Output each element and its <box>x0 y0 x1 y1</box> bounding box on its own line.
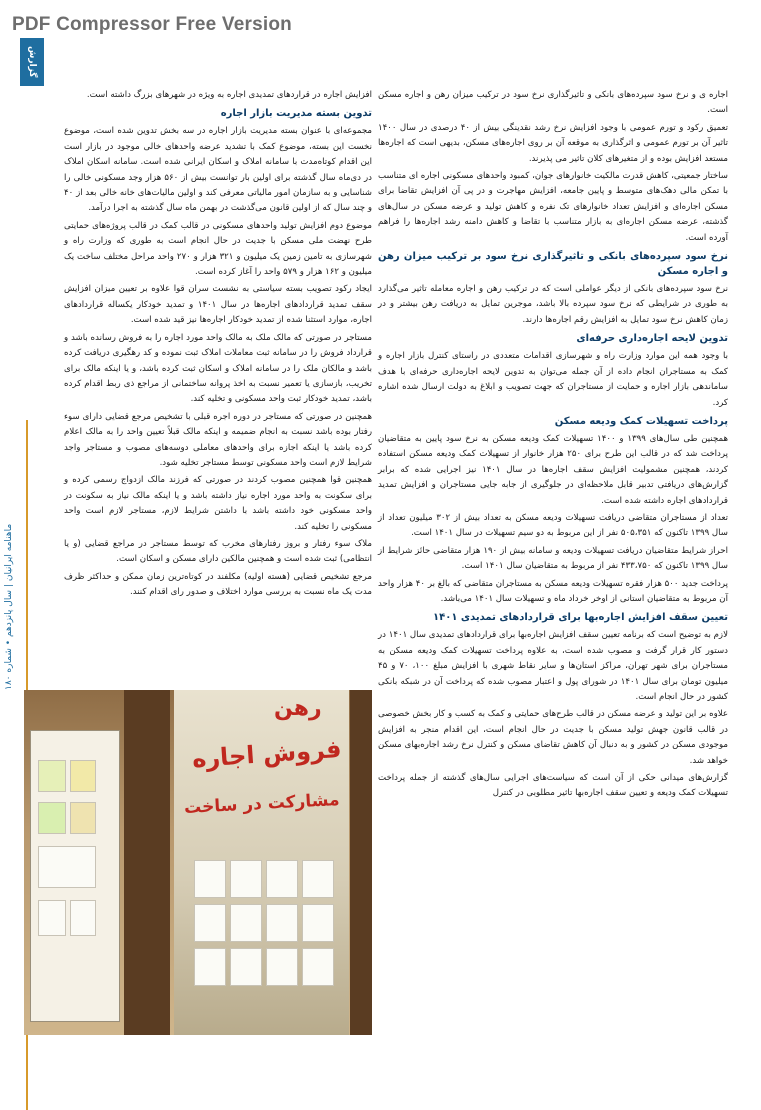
ad-sheet <box>70 802 96 834</box>
sign-rent: رهن <box>274 696 322 721</box>
ad-sheet <box>38 900 66 936</box>
section-heading: پرداخت تسهیلات کمک ودیعه مسکن <box>554 415 728 427</box>
paragraph: مجموعه‌ای با عنوان بسته مدیریت بازار اجاره در سه بخش تدوین شده است، موضوع نخست این بسته، موضوع کمک با تشدید عرضه واحدهای خالی موجود در بازار است این اقدام کوتاه‌مدت با سامانه املاک و اسکان ایرانی شده است. سامانه اسکان املاک در دی‌ماه سال گذشته برای اولین بار توانست بیش از ۵۶۰ هزار وجد مسکونی خالی را شناسایی و به سازمان امور مالیاتی معرفی کند و اولین مالیات‌های خانه خالی بعد از ۴۰ و چند سال که از اولین قانون می‌گذشت در بهمن ماه سال گذشته به اجرا درآمد. <box>64 126 373 214</box>
listing-sheet <box>266 860 298 898</box>
paragraph: همچنین قوا همچنین مصوب کردند در صورتی که فرزند مالک ازدواج رسمی کرده و برای سکونت به واحد مورد اجاره نیاز داشته باشد و یا اینکه مالک نیاز به سکونت در واحد مسکونی خود داشته باشد با داشتن شرایط لازم، مستاجر لازم است واحد مسکونی را تخلیه کند. <box>64 475 372 532</box>
section-tab: گزارش <box>20 38 44 86</box>
storefront-photo <box>24 690 372 1035</box>
sign-sale-rent: فروش اجاره <box>191 734 343 774</box>
paragraph: احراز شرایط متقاضیان دریافت تسهیلات ودیعه و سامانه بیش از ۱۹۰ هزار متقاضی حائز شرایط از سال ۱۳۹۹ تاکنون که ۴۳۳،۷۵۰ نفر از مربوط به متقاضیان سال ۱۴۰۱ است. <box>378 545 728 572</box>
ad-sheet <box>38 846 96 888</box>
paragraph: نرخ سود سپرده‌های بانکی از دیگر عواملی است که در ترکیب رهن و اجاره معامله تاثیر می‌گذارد به طوری در شرایطی که نرخ سود سپرده بالا باشد، موجرین تمایل به دریافت رهن بیشتر و در زمان کاهش نرخ سود تمایل به افزایش رقم اجاره‌ها دارند. <box>378 284 728 325</box>
paragraph: لازم به توضیح است که برنامه تعیین سقف افزایش اجاره‌بها برای قراردادهای تمدیدی سال ۱۴۰۱ در دستور کار قرار گرفت و مصوب شده است، به علاوه پرداخت تسهیلات کمک ودیعه مسکن به مستاجران برای شهر تهران، مراکز استان‌ها و سایر نقاط شهری با افزایش مبلغ ۱۰۰، ۷۰ و ۴۵ میلیون تومان برای سال ۱۴۰۱ در شورای پول و اعتبار مصوب شده که پرداخت آن در شبکه بانکی کشور در حال انجام است. <box>378 630 728 702</box>
listing-sheet <box>302 904 334 942</box>
door-pillar <box>124 690 170 1035</box>
paragraph: تعداد از مستاجران متقاضی دریافت تسهیلات ودیعه مسکن به تعداد بیش از ۳۰۲ میلیون تعداد از سال ۱۳۹۹ تاکنون که ۵۰۵،۳۵۱ نفر از این مربوط به دو سیم تسهیلات در سال ۱۴۰۱ است. <box>378 512 728 539</box>
paragraph: تعمیق رکود و تورم عمومی با وجود افزایش نرخ رشد نقدینگی بیش از ۴۰ درصدی در سال ۱۴۰۰ تاثیر آن بر تورم عمومی و اثرگذاری به موقعه آن بر روی اجاره‌های مسکن، بدیهی است که اجاره‌ها مستعد افزایش بوده و از متغیرهای کلان تاثیر می پذیرند. <box>378 122 728 164</box>
ad-sheet <box>70 760 96 792</box>
paragraph: همچنین طی سال‌های ۱۳۹۹ و ۱۴۰۰ تسهیلات کمک ودیعه مسکن به نرخ سود پایین به متقاضیان پرداخت شد که در قالب این طرح برای ۲۵۰ هزار خانوار از تسهیلات کمک ودیعه مسکن استفاده کردند، همچنین مشمولیت افزایش سقف اجاره‌ها در سال ۱۴۰۱ نیز اجرایی شده که برابر گزارش‌های دریافتی تدبیر قابل ملاحظه‌ای در جلوگیری از جابه جایی مستاجران و افزایش تمدید قراردادهای اجاره داشته شده است. <box>378 433 728 506</box>
paragraph: موضوع دوم افزایش تولید واحدهای مسکونی در قالب کمک در قالب پروژه‌های حمایتی طرح نهضت ملی مسکن با جدیت در حال انجام است به طوری که وزارت راه و شهرسازی به تامین زمین یک میلیون و ۳۲۱ هزار و ۲۷۰ واحد مراحل مختلف ساخت یک میلیون و ۱۶۲ هزار و ۵۷۹ واحد را آغاز کرده است. <box>64 220 372 278</box>
door-pillar <box>350 690 372 1035</box>
paragraph: مرجع تشخیص قضایی (هسته اولیه) مکلفند در کوتاه‌ترین زمان ممکن و حداکثر ظرف مدت یک ماه نسبت به بررسی موارد اختلاف و صدور رای اقدام کنند. <box>64 571 372 598</box>
paragraph: علاوه بر این تولید و عرضه مسکن در قالب طرح‌های حمایتی و کمک به کسب و کار بخش خصوصی در قالب قانون جهش تولید مسکن با جدیت در حال انجام است، این اقدام منجر به افزایش موجودی مسکن در کشور و به دنبال آن کاهش تقاضای مسکن و کنترل نرخ رشد اجاره‌بهای مسکن خواهد شد. <box>378 709 728 766</box>
paragraph: ساختار جمعیتی، کاهش قدرت مالکیت خانوارهای جوان، کمبود واحدهای مسکونی اجاره ای متناسب با تمکن مالی دهک‌های متوسط و پایین جامعه، افزایش مهاجرت و در پی آن افزایش تقاضا برای مسکن اجاره‌ای و افزایش تعداد خانوارهای تک نفره و کاهش تولید و عرضه مسکن در سال‌های گذشته، عرضه مسکن اجاره‌ای به بازار متناسب با تقاضا و کاهش دامنه رشد اجاره‌ها را فراهم آورده است. <box>378 171 728 243</box>
ad-sheet <box>38 760 66 792</box>
listing-sheet <box>230 948 262 986</box>
ad-sheet <box>70 900 96 936</box>
paragraph: همچنین در صورتی که مستاجر در دوره اجره قبلی با تشخیص مرجع قضایی دارای سوء رفتار بوده باشد نسبت به انجام ضمیمه و اینکه مالک قبلاً تعیین واحد را به مالک اعلام کرده باشد یا اینکه اجازه برای واحدهای معاملی دوسه‌های مصوب و مستاجر واجد شرایط لازم است واحد مسکونی توسط مستاجر تخلیه شود. <box>64 411 372 468</box>
section-heading: تعیین سقف افزایش اجاره‌بها برای قراردادهای تمدیدی ۱۴۰۱ <box>433 612 728 624</box>
paragraph: ایجاد رکود تصویب بسته سیاستی به نشست سران قوا علاوه بر تعیین میزان افزایش سقف تمدید قراردادهای اجاره‌ها در سال ۱۴۰۱ و تمدید خودکار یکساله قراردادهای اجاره، موارد استثنا شده از تمدید خودکار اجاره‌ها نیز قید شده است. <box>64 284 372 326</box>
section-heading: نرخ سود سپرده‌های بانکی و تاثیرگذاری نرخ سود بر ترکیب میزان رهن و اجاره مسکن <box>378 251 728 278</box>
listing-sheet <box>302 948 334 986</box>
paragraph: اجاره ی و نرخ سود سپرده‌های بانکی و تاثیرگذاری نرخ سود در ترکیب میزان رهن و اجاره مسکن است. <box>378 90 728 116</box>
watermark: PDF Compressor Free Version <box>12 14 292 35</box>
listing-sheet <box>266 904 298 942</box>
section-heading: تدوین بسته مدیریت بازار اجاره <box>220 108 372 120</box>
paragraph: با وجود همه این موارد وزارت راه و شهرسازی اقدامات متعددی در راستای کنترل بازار اجاره و کمک به مستاجران انجام داده از آن جمله می‌توان به تدوین لایحه اجاره‌داری حرفه‌ای با هدف ساماندهی بازار اجاره و حمایت از مستاجران که جهت تصویب و ابلاغ به دولت ارسال شده اشاره کرد. <box>378 351 728 408</box>
paragraph: ملاک سوء رفتار و بروز رفتارهای مخرب که توسط مستاجر در مراجع قضایی (و یا انتظامی) ثبت شده است و همچنین مالکین دارای مسکن و اسکان است. <box>64 538 372 565</box>
listing-sheet <box>230 904 262 942</box>
listing-sheet <box>230 860 262 898</box>
ad-sheet <box>38 802 66 834</box>
listing-sheet <box>194 904 226 942</box>
magazine-sidebar-text: ماهنامه ایرانیان | سال پانزدهم • شماره ۱۸۰ <box>4 523 14 690</box>
paragraph: گزارش‌های میدانی حکی از آن است که سیاست‌های اجرایی سال‌های گذشته از جمله پرداخت تسهیلات کمک ودیعه و تعیین سقف اجاره‌بها تاثیر مطلوبی در کنترل <box>378 773 728 799</box>
listing-sheet <box>266 948 298 986</box>
right-column <box>378 88 728 804</box>
paragraph: مستاجر در صورتی که مالک ملک به مالک واحد مورد اجاره را به فروش رسانده باشد و قرارداد فروش را در سامانه ثبت معاملات املاک ثبت نموده و کد رهگیری دریافت کرده باشد و مالکان ملک را در سامانه املاک و اسکان ثبت کرده باشد، و یا اینکه مالک برای تخریب، بازسازی یا تعمیر نسبت به اخذ پروانه ساختمانی از مراجع ذی ربط اقدام کرده باشد، تمدید خودکار ثبت واحد مسکونی و تخلیه کند. <box>64 332 372 405</box>
left-column <box>64 88 372 603</box>
listing-sheet <box>302 860 334 898</box>
section-heading: تدوین لایحه اجاره‌داری حرفه‌ای <box>576 333 728 345</box>
listing-sheet <box>194 948 226 986</box>
paragraph: پرداخت جدید ۵۰۰ هزار فقره تسهیلات ودیعه مسکن به مستاجران متقاضی که بالغ بر ۴۰ هزار واحد آن مربوط به متقاضیان استانی از اوخر خرداد ماه و تسهیلات سال ۱۴۰۱ می‌باشد. <box>378 578 728 604</box>
sign-partnership: مشارکت در ساخت <box>183 789 340 819</box>
listing-sheet <box>194 860 226 898</box>
paragraph: افزایش اجاره در قراردهای تمدیدی اجاره به ویژه در شهرهای بزرگ داشته است. <box>86 90 372 100</box>
